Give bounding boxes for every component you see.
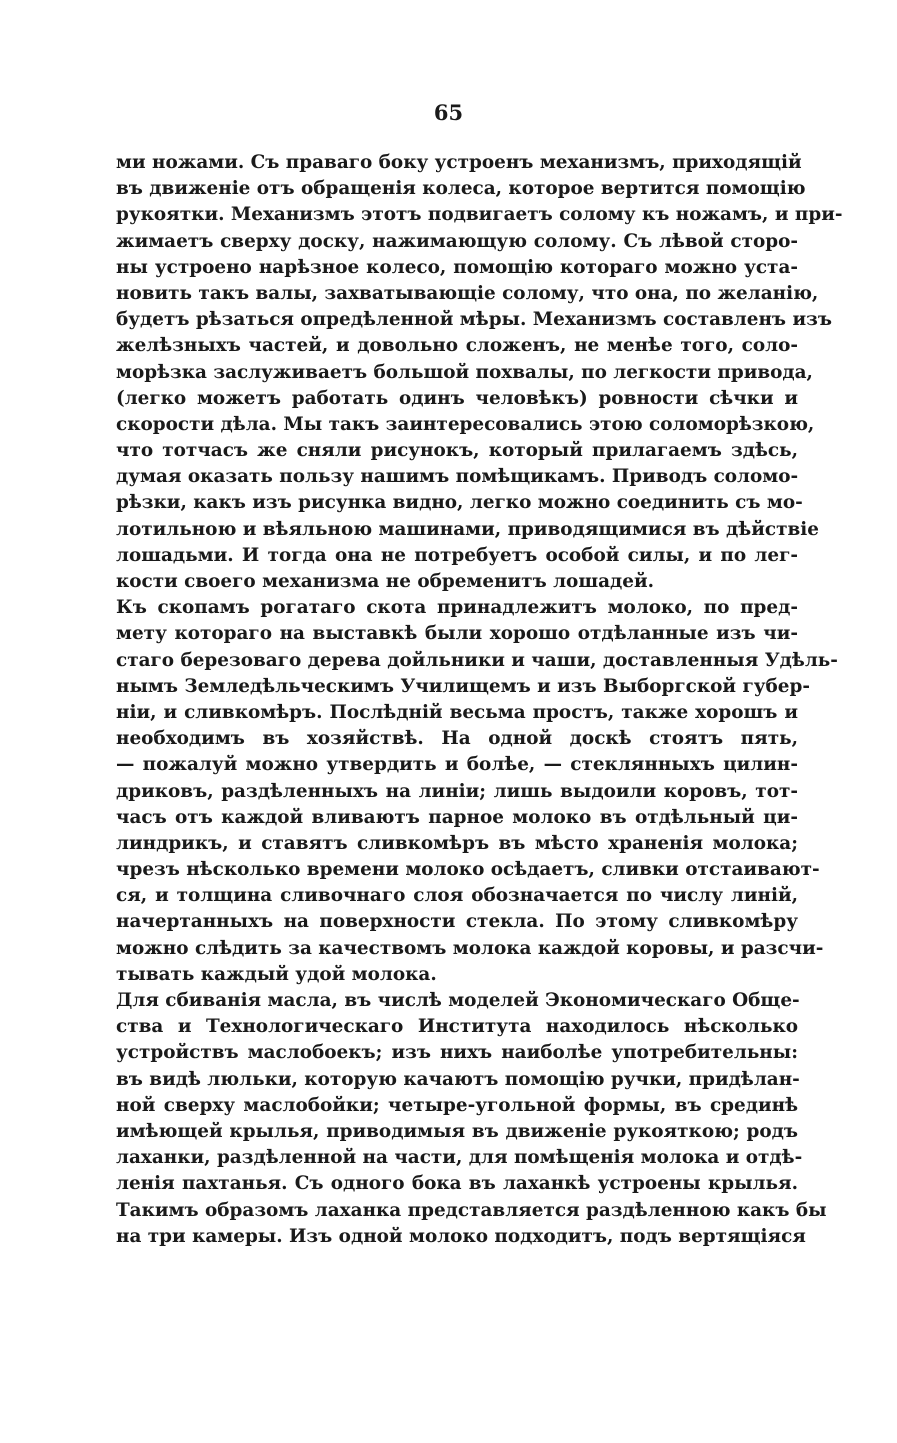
paragraph [116,595,838,988]
text-line: на три камеры. Изъ одной молоко подходитъ, подъ вертящіяся [116,1225,806,1247]
text-line: часъ отъ каждой вливаютъ парное молоко въ отдѣльный ци- [116,806,798,828]
text-line: Такимъ образомъ лаханка представляется раздѣленною какъ бы [116,1199,827,1221]
text-line: тывать каждый удой молока. [116,963,437,985]
text-line: мету котораго на выставкѣ были хорошо отдѣланные изъ чи- [116,623,798,645]
text-line: желѣзныхъ частей, и довольно сложенъ, не менѣе того, соло- [116,335,798,357]
text-line: линдрикъ, и ставятъ сливкомѣръ въ мѣсто храненія молока; [116,832,798,854]
text-line: имѣющей крылья, приводимыя въ движеніе рукояткою; родъ [116,1120,798,1142]
text-line: лошадьми. И тогда она не потребуетъ особой силы, и по лег- [116,544,798,566]
paragraph [116,988,827,1250]
text-line: дриковъ, раздѣленныхъ на линіи; лишь выдоили коровъ, тот- [116,780,798,802]
text-line: рѣзки, какъ изъ рисунка видно, легко можно соединить съ мо- [116,492,803,514]
text-line: новить такъ валы, захватывающіе солому, что она, по желанію, [116,282,819,304]
page-body-text [116,150,843,1250]
text-line: — пожалуй можно утвердить и болѣе, — стеклянныхъ цилин- [116,754,798,776]
text-line: (легко можетъ работать одинъ человѣкъ) ровности сѣчки и [116,387,798,409]
text-line: думая оказать пользу нашимъ помѣщикамъ. Приводъ соломо- [116,466,799,488]
text-line: нымъ Земледѣльческимъ Училищемъ и изъ Выборгской губер- [116,675,810,697]
text-line: ми ножами. Съ праваго боку устроенъ механизмъ, приходящій [116,152,802,173]
text-line: стаго березоваго дерева дойльники и чаши, доставленныя Удѣль- [116,649,838,671]
text-line: устройствъ маслобоекъ; изъ нихъ наиболѣе употребительны: [116,1042,798,1064]
text-line: ной сверху маслобойки; четыре-угольной формы, въ срединѣ [116,1094,798,1116]
page-number: 65 [433,100,464,125]
paragraph [116,150,843,595]
text-line: чрезъ нѣсколько времени молоко осѣдаетъ, сливки отстаивают- [116,859,820,881]
text-line: ленія пахтанья. Съ одного бока въ лаханкѣ устроены крылья. [116,1173,798,1195]
text-line: жимаетъ сверху доску, нажимающую солому. Съ лѣвой сторо- [116,230,798,252]
text-line: будетъ рѣзаться опредѣленной мѣры. Механизмъ составленъ изъ [116,309,832,331]
text-line: Для сбиванія масла, въ числѣ моделей Экономическаго Обще- [116,990,800,1011]
text-line: рукоятки. Механизмъ этотъ подвигаетъ солому къ ножамъ, и при- [116,204,843,226]
text-line: ся, и толщина сливочнаго слоя обозначается по числу линій, [116,885,798,907]
text-line: кости своего механизма не обременитъ лошадей. [116,571,655,592]
text-line: что тотчасъ же сняли рисунокъ, который прилагаемъ здѣсь, [116,440,798,462]
text-line: ніи, и сливкомѣръ. Послѣдній весьма простъ, также хорошъ и [116,701,798,723]
text-line: Къ скопамъ рогатаго скота принадлежитъ молоко, по пред- [116,597,798,619]
text-line: лаханки, раздѣленной на части, для помѣщенія молока и отдѣ- [116,1147,803,1169]
text-line: можно слѣдить за качествомъ молока каждой коровы, и разсчи- [116,937,824,959]
text-line: морѣзка заслуживаетъ большой похвалы, по легкости привода, [116,361,813,383]
text-line: ны устроено нарѣзное колесо, помощію котораго можно уста- [116,256,798,278]
text-line: скорости дѣла. Мы такъ заинтересовались этою соломорѣзкою, [116,413,815,435]
text-line: ства и Технологическаго Института находилось нѣсколько [116,1016,798,1038]
text-line: необходимъ въ хозяйствѣ. На одной доскѣ стоятъ пять, [116,728,798,750]
text-line: въ движеніе отъ обращенія колеса, которое вертится помощію [116,178,806,200]
text-line: въ видѣ люльки, которую качаютъ помощію ручки, придѣлан- [116,1068,800,1090]
text-line: лотильною и вѣяльною машинами, приводящимися въ дѣйствіе [116,518,819,540]
text-line: начертанныхъ на поверхности стекла. По этому сливкомѣру [116,911,798,933]
